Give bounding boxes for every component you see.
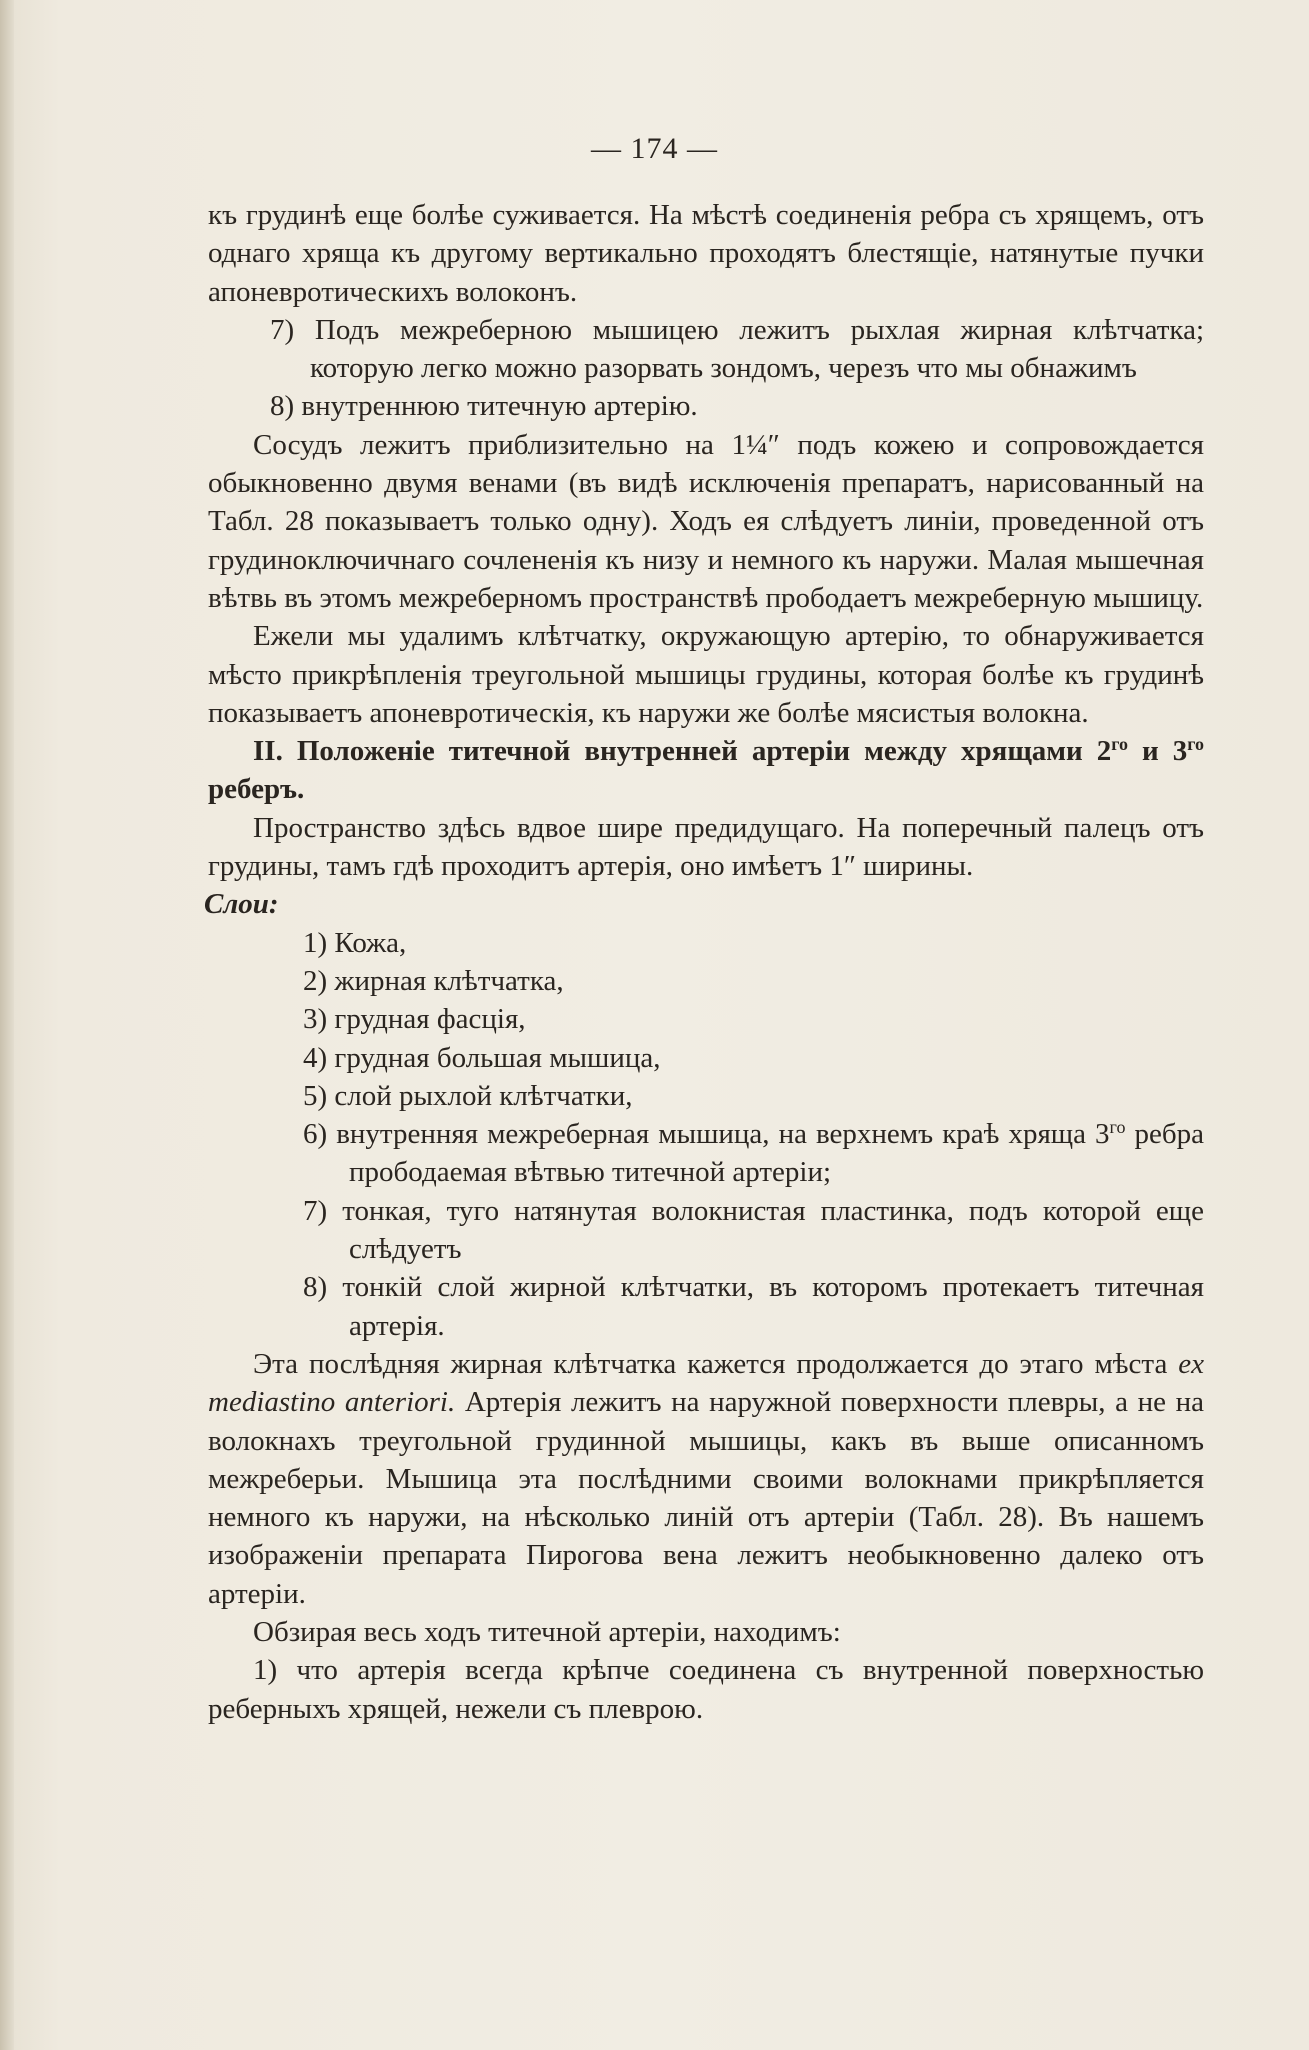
list-text: слой рыхлой клѣтчатки,: [334, 1079, 633, 1112]
list-text: внутренняя межреберная мышица, на верхнемъ краѣ хряща 3: [336, 1118, 1110, 1151]
layers-caption: Слои:: [204, 888, 279, 921]
list-item: [303, 924, 1204, 962]
list-number: 3): [303, 1003, 328, 1036]
list-text: грудная фасція,: [334, 1003, 526, 1036]
paragraph: 8) внутреннюю титечную артерію.: [270, 390, 698, 423]
paragraph: къ грудинѣ еще болѣе суживается. На мѣстѣ соединенія ребра съ хрящемъ, отъ однаго хряща къ другому вертикально проходятъ блестящіе, натянутые пучки апоневротическихъ волоконъ.: [208, 199, 1204, 308]
paragraph: Ежели мы удалимъ клѣтчатку, окружающую артерію, то обнаруживается мѣсто прикрѣпленія треугольной мышицы грудины, которая болѣе къ грудинѣ показываетъ апоневротическія, къ наружи же болѣе мясистыя волокна.: [208, 620, 1204, 729]
page-number: — 174 —: [591, 132, 718, 165]
heading-part: реберъ.: [208, 773, 305, 806]
paragraph-text: Эта послѣдняя жирная клѣтчатка кажется продолжается до этаго мѣста: [253, 1347, 1179, 1380]
list-text: ребра прободаемая вѣтвью титечной артеріи;: [349, 1118, 1205, 1189]
list-item: [303, 962, 1204, 1000]
list-text: Кожа,: [334, 926, 407, 959]
latin-term: ex mediastino anteriori.: [208, 1347, 1204, 1419]
list-text: тонкая, туго натянутая волокнистая пластинка, подъ которой еще слѣдуетъ: [342, 1194, 1204, 1266]
heading-part: и 3: [1128, 735, 1188, 768]
paragraph: 1) что артерія всегда крѣпче соединена съ внутренной поверхностью реберныхъ хрящей, нежели съ плеврою.: [208, 1654, 1204, 1725]
list-number: 7): [303, 1194, 328, 1227]
section-heading: [208, 732, 1204, 809]
list-item: [303, 1077, 1204, 1115]
heading-part: Положеніе титечной внутренней артеріи между хрящами 2: [296, 735, 1112, 768]
list-item: [303, 1268, 1204, 1345]
list-item: [303, 1039, 1204, 1077]
layers-caption-line: [204, 885, 1204, 923]
list-number: 6): [303, 1118, 328, 1151]
paragraph: 7) Подъ межреберною мышицею лежитъ рыхлая жирная клѣтчатка; которую легко можно разорвать зондомъ, черезъ что мы обнажимъ: [270, 313, 1204, 385]
list-number: 8): [303, 1271, 328, 1304]
paragraph: Пространство здѣсь вдвое шире предидущаго. На поперечный палецъ отъ грудины, тамъ гдѣ проходитъ артерія, оно имѣетъ 1″ ширины.: [208, 811, 1204, 883]
heading-part: го: [1111, 734, 1129, 755]
heading-part: го: [1187, 734, 1205, 755]
list-text: жирная клѣтчатка,: [334, 964, 564, 997]
paragraph: Сосудъ лежитъ приблизительно на 1¼″ подъ кожею и сопровождается обыкновенно двумя венами (въ видѣ исключенія препаратъ, нарисованный на Табл. 28 показываетъ только одну). Ходъ ея слѣдуетъ линіи, проведенной отъ грудиноключичнаго сочлененія къ низу и немного къ наружи. Малая мышечная вѣтвь въ этомъ межреберномъ пространствѣ прободаетъ межреберную мышицу.: [208, 428, 1204, 614]
paragraph: [208, 1345, 1204, 1613]
layers-list: [208, 924, 1204, 1345]
paragraph-text: Артерія лежитъ на наружной поверхности плевры, а не на волокнахъ треугольной грудинной мышицы, какъ въ выше описанномъ межреберьи. Мышица эта послѣдними своими волокнами прикрѣпляется немного къ наружи, на нѣсколько линій отъ артеріи (Табл. 28). Въ нашемъ изображеніи препарата Пирогова вена лежитъ необыкновенно далеко отъ артеріи.: [208, 1386, 1205, 1610]
list-item: [303, 1000, 1204, 1038]
page-spine-shadow: [0, 0, 14, 2050]
list-item: [303, 1192, 1204, 1269]
list-number: 5): [303, 1079, 328, 1112]
paragraph: Обзирая весь ходъ титечной артеріи, находимъ:: [253, 1615, 841, 1648]
list-number: 4): [303, 1041, 328, 1074]
list-number: 2): [303, 964, 328, 997]
list-text: грудная большая мышица,: [334, 1041, 661, 1074]
heading-part: II.: [253, 735, 283, 768]
list-number: 1): [303, 926, 328, 959]
list-text: тонкій слой жирной клѣтчатки, въ которомъ протекаетъ титечная артерія.: [342, 1271, 1205, 1342]
list-item: [303, 1115, 1204, 1192]
list-text: го: [1109, 1117, 1126, 1138]
body-text: [204, 196, 1205, 1728]
